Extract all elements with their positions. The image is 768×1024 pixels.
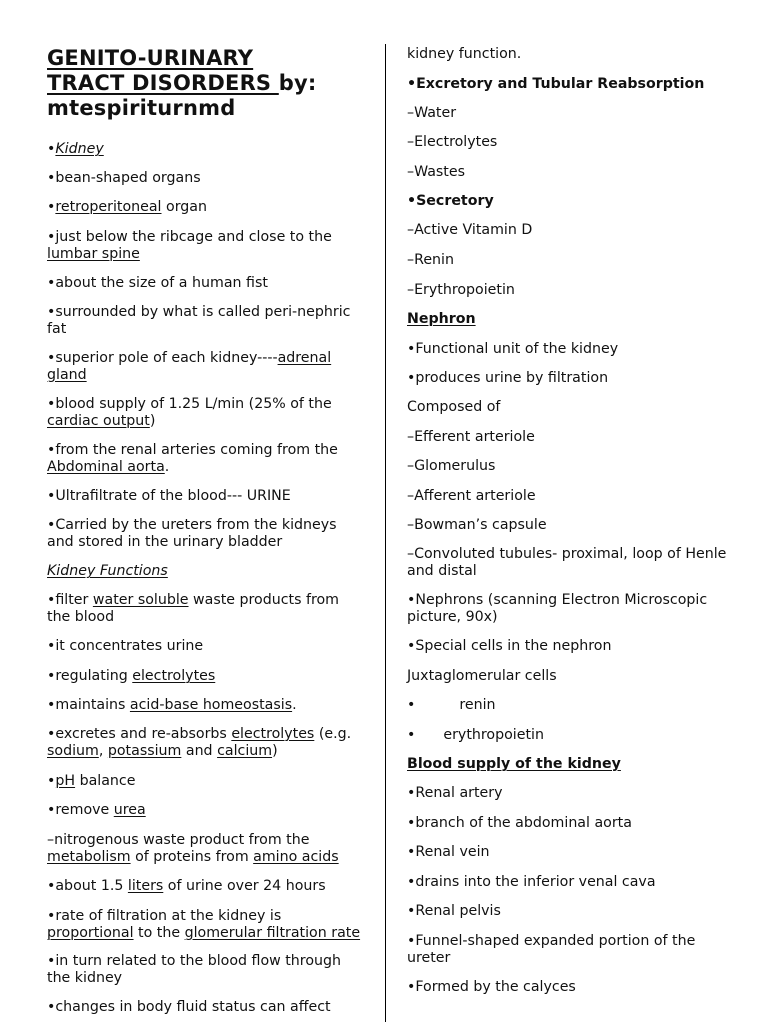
text-run: renin — [459, 697, 496, 713]
left-paragraph — [47, 697, 365, 714]
text-run: •filter — [47, 592, 93, 608]
text-run: of urine over 24 hours — [163, 878, 326, 894]
right-paragraph — [407, 815, 727, 832]
underlined-term: calcium — [217, 742, 273, 759]
text-run: •Carried by the ureters from the kidneys and stored in the urinary bladder — [47, 517, 337, 550]
right-paragraph — [407, 341, 727, 358]
text-run: •maintains — [47, 697, 130, 713]
left-paragraph — [47, 442, 365, 475]
text-run: •Formed by the calyces — [407, 979, 576, 995]
text-run: •from the renal arteries coming from the — [47, 442, 338, 458]
text-run: . — [164, 458, 170, 475]
right-paragraph — [407, 370, 727, 387]
text-run: •surrounded by what is called peri-nephric fat — [47, 304, 351, 337]
right-paragraph — [407, 252, 727, 269]
text-run: •Functional unit of the kidney — [407, 341, 619, 357]
left-paragraph — [47, 668, 365, 685]
right-paragraph — [407, 546, 727, 579]
underlined-term: glomerular filtration rate — [184, 924, 361, 941]
text-run: • — [47, 199, 56, 215]
text-run: •blood supply of 1.25 L/min (25% of the — [47, 396, 332, 412]
left-paragraph — [47, 726, 365, 759]
underlined-term: sodium — [47, 742, 99, 759]
right-paragraph — [407, 785, 727, 802]
text-run: –Glomerulus — [407, 458, 496, 474]
text-run: •bean-shaped organs — [47, 170, 201, 186]
title-line-1: GENITO-URINARY — [47, 46, 254, 70]
text-run: (e.g. — [314, 726, 352, 742]
left-paragraph — [47, 999, 365, 1016]
underlined-term: lumbar spine — [47, 245, 140, 262]
right-paragraph — [407, 874, 727, 891]
left-paragraph — [47, 517, 365, 550]
text-run: –Afferent arteriole — [407, 488, 536, 504]
text-run: •remove — [47, 802, 114, 818]
left-paragraph — [47, 304, 365, 337]
underlined-term: Kidney Functions — [47, 563, 168, 579]
right-paragraph — [407, 488, 727, 505]
text-run: . — [292, 697, 297, 713]
text-run: •Ultrafiltrate of the blood--- URINE — [47, 488, 291, 504]
underlined-term: urea — [113, 802, 146, 818]
underlined-term: electrolytes — [132, 668, 216, 684]
right-paragraph — [407, 76, 727, 93]
underlined-term: acid-base homeostasis — [129, 697, 293, 713]
text-run: , — [98, 742, 108, 759]
right-paragraph — [407, 134, 727, 151]
right-paragraph — [407, 592, 727, 625]
text-run: •Nephrons (scanning Electron Microscopic picture, 90x) — [407, 592, 708, 625]
text-run: •branch of the abdominal aorta — [407, 815, 632, 831]
text-run: Composed of — [407, 399, 501, 415]
text-run: kidney function. — [407, 46, 522, 62]
text-run: •Secretory — [407, 193, 494, 209]
underlined-term: cardiac output — [47, 412, 150, 429]
right-paragraph — [407, 979, 727, 996]
underlined-term: Abdominal aorta — [47, 458, 165, 475]
text-run: •rate of filtration at the kidney is — [47, 908, 282, 924]
right-paragraph — [407, 668, 727, 685]
text-run: • — [407, 727, 416, 743]
left-paragraph — [47, 229, 365, 262]
text-run: •excretes and re-absorbs — [47, 726, 232, 742]
left-paragraph — [47, 563, 365, 580]
text-run: •Renal artery — [407, 785, 503, 801]
text-run: •Excretory and Tubular Reabsorption — [407, 76, 705, 92]
text-run: • — [47, 141, 56, 157]
right-paragraph — [407, 756, 727, 773]
right-paragraph — [407, 638, 727, 655]
left-paragraph — [47, 170, 365, 187]
underlined-term: adrenal gland — [47, 350, 332, 383]
right-paragraph — [407, 311, 727, 328]
underlined-term: Nephron — [407, 311, 476, 327]
text-run: • — [407, 697, 416, 713]
left-paragraph — [47, 878, 365, 895]
text-run: –Efferent arteriole — [407, 429, 535, 445]
column-divider — [385, 44, 386, 1022]
text-run: •it concentrates urine — [47, 638, 204, 654]
text-run: •Renal pelvis — [407, 903, 501, 919]
right-paragraph — [407, 903, 727, 920]
right-paragraph — [407, 429, 727, 446]
right-paragraph — [407, 164, 727, 181]
text-run: –Bowman’s capsule — [407, 517, 547, 533]
left-paragraph — [47, 832, 365, 865]
left-paragraph — [47, 275, 365, 292]
left-paragraph — [47, 592, 365, 625]
left-paragraph — [47, 350, 365, 383]
underlined-term: liters — [127, 878, 164, 894]
title-line-2: TRACT DISORDERS — [47, 71, 279, 95]
text-run: and — [181, 742, 218, 759]
underlined-term: metabolism — [47, 848, 131, 865]
right-paragraph — [407, 727, 727, 744]
text-run: –Water — [407, 105, 457, 121]
left-paragraph — [47, 638, 365, 655]
text-run: ) — [272, 742, 278, 759]
text-run: •in turn related to the blood flow through the kidney — [47, 953, 341, 986]
underlined-term: potassium — [107, 742, 182, 759]
left-paragraph — [47, 488, 365, 505]
left-paragraph — [47, 141, 365, 158]
text-run: erythropoietin — [443, 727, 544, 743]
text-run: organ — [161, 199, 207, 215]
text-run: –Active Vitamin D — [407, 222, 533, 238]
left-paragraph — [47, 953, 365, 986]
right-paragraph — [407, 105, 727, 122]
text-run: • — [47, 773, 56, 789]
underlined-term: Blood supply of the kidney — [407, 756, 621, 772]
left-paragraph — [47, 199, 365, 216]
right-paragraph — [407, 222, 727, 239]
text-run: •drains into the inferior venal cava — [407, 874, 656, 890]
underlined-term: Kidney — [55, 141, 104, 157]
text-run: waste products from the blood — [47, 592, 340, 625]
text-run: •about 1.5 — [47, 878, 128, 894]
text-run: –Electrolytes — [407, 134, 498, 150]
document-title — [47, 46, 377, 121]
text-run: ) — [149, 412, 156, 429]
right-paragraph — [407, 697, 727, 714]
text-run: •superior pole of each kidney---- — [47, 350, 278, 366]
text-run: •about the size of a human fist — [47, 275, 268, 291]
text-run: –Renin — [407, 252, 454, 268]
text-run: –nitrogenous waste product from the — [47, 832, 310, 848]
underlined-term: electrolytes — [231, 726, 315, 742]
text-run: to the — [133, 924, 185, 941]
right-paragraph — [407, 193, 727, 210]
underlined-term: amino acids — [253, 848, 339, 865]
text-run: of proteins from — [130, 848, 254, 865]
underlined-term: water soluble — [92, 592, 189, 608]
text-run: •just below the ribcage and close to the — [47, 229, 332, 245]
underlined-term: retroperitoneal — [55, 199, 162, 215]
right-paragraph — [407, 399, 727, 416]
text-run: •Renal vein — [407, 844, 490, 860]
right-paragraph — [407, 517, 727, 534]
text-run: •Special cells in the nephron — [407, 638, 612, 654]
title-author: mtespiriturnmd — [47, 96, 236, 120]
right-paragraph — [407, 46, 727, 63]
underlined-term: proportional — [47, 924, 134, 941]
text-run: •Funnel-shaped expanded portion of the ureter — [407, 933, 696, 966]
right-paragraph — [407, 458, 727, 475]
text-run: balance — [75, 773, 136, 789]
text-run: •produces urine by filtration — [407, 370, 609, 386]
text-run: •changes in body fluid status can affect — [47, 999, 331, 1015]
text-run: –Convoluted tubules- proximal, loop of Henle and distal — [407, 546, 727, 579]
left-paragraph — [47, 396, 365, 429]
text-run: •regulating — [47, 668, 133, 684]
left-paragraph — [47, 773, 365, 790]
left-paragraph — [47, 908, 365, 941]
right-paragraph — [407, 282, 727, 299]
text-run: –Wastes — [407, 164, 465, 180]
underlined-term: pH — [55, 773, 76, 789]
left-paragraph — [47, 802, 365, 819]
title-byline: by: — [278, 71, 317, 95]
text-run: Juxtaglomerular cells — [407, 668, 557, 684]
right-paragraph — [407, 844, 727, 861]
right-paragraph — [407, 933, 727, 966]
text-run: –Erythropoietin — [407, 282, 515, 298]
